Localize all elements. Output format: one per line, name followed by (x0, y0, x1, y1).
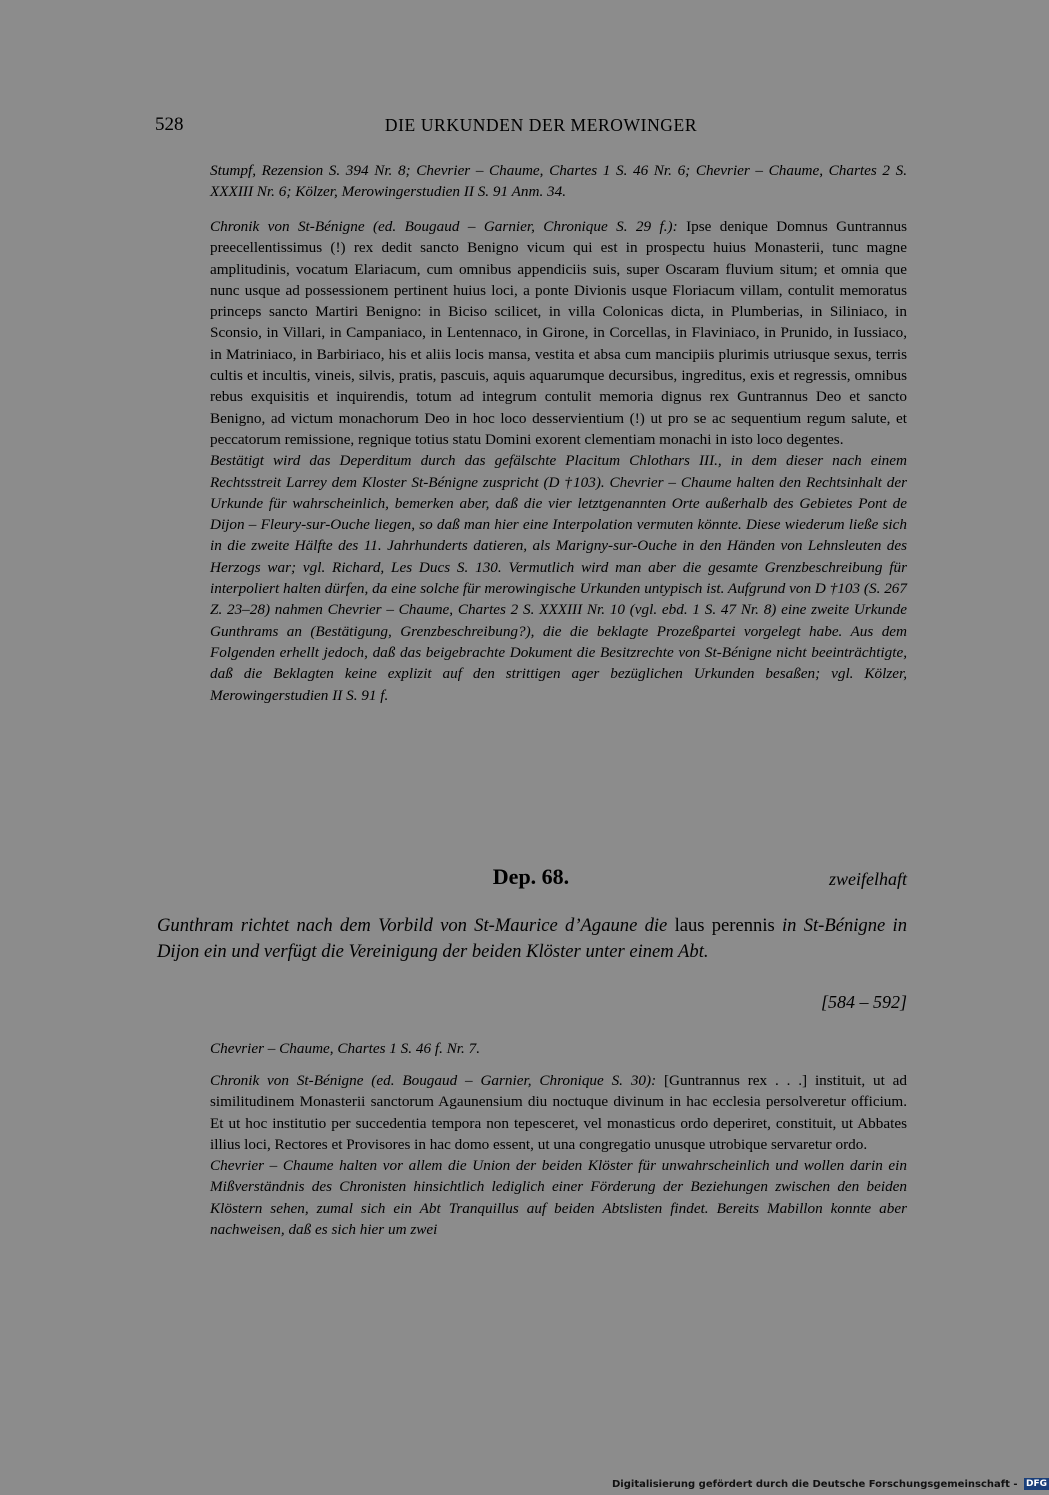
regest-part-1: Gunthram richtet nach dem Vorbild von St-Maurice d’Agaune die (157, 915, 668, 936)
page-header (155, 114, 907, 140)
regest-upright: laus perennis (674, 915, 775, 936)
references-text-2: Chevrier – Chaume, Chartes 1 S. 46 f. Nr. 7. (210, 1040, 480, 1057)
chronicle-block-2 (210, 1070, 907, 1240)
chronicle-quote-2: [Guntrannus rex . . .] instituit, ut ad similitudinem Monasterii sanctorum Agaunensium diu noctuque divinum in hac ecclesia persolveretur officium. Et ut hoc institutio per succedentia tempora non tepesceret, vel monasticus ordo deperiret, constituit, ut Abbates illius loci, Rectores et Provisores in hac domo essent, ut una congregatio unusque utrobique servaretur ordo. (210, 1072, 907, 1153)
date-range: [584 – 592] (820, 992, 907, 1012)
dfg-logo-icon: DFG (1026, 1479, 1048, 1489)
chronicle-source-2: Chronik von St-Bénigne (ed. Bougaud – Garnier, Chronique S. 30): (210, 1072, 657, 1089)
chronicle-paragraph-2 (210, 1070, 907, 1155)
chronicle-source: Chronik von St-Bénigne (ed. Bougaud – Garnier, Chronique S. 29 f.): (210, 218, 678, 235)
running-title: DIE URKUNDEN DER MEROWINGER (384, 115, 698, 135)
commentary-text-2: Chevrier – Chaume halten vor allem die Union der beiden Klöster für unwahrscheinlich und wollen darin ein Mißverständnis des Chronisten hinsichtlich lediglich einer Förderung der Beziehungen zwischen den beiden Klöstern sehen, zumal sich ein Abt Tranquillus auf beiden Abtslisten findet. Bereits Mabillon konnte aber nachweisen, daß es sich hier um zwei (210, 1157, 907, 1239)
references-block-1 (210, 160, 907, 203)
chronicle-paragraph (210, 216, 907, 450)
regest-part-2: in St-Bénigne in Dijon ein und verfügt die Vereinigung der beiden Klöster unter einem Abt. (157, 915, 907, 962)
dep-number: Dep. 68. (492, 864, 570, 889)
footer-text: Digitalisierung gefördert durch die Deutsche Forschungsgemeinschaft - (612, 1479, 1018, 1490)
references-block-2 (210, 1038, 907, 1059)
page-number: 528 (155, 114, 184, 135)
dep-heading (155, 862, 907, 896)
chronicle-block-1 (210, 216, 907, 706)
regest (157, 913, 907, 965)
references-text: Stumpf, Rezension S. 394 Nr. 8; Chevrier – Chaume, Chartes 1 S. 46 Nr. 6; Chevrier – Chaume, Chartes 2 S. XXXIII Nr. 6; Kölzer, Merowingerstudien II S. 91 Anm. 34. (210, 162, 907, 201)
chronicle-quote: Ipse denique Domnus Guntrannus preecellentissimus (!) rex dedit sancto Benigno vicum qui est in prospectu huius Monasterii, tunc magne amplitudinis, vocatum Elariacum, cum omnibus appendiciis suis, super Oscaram fluvium situm; et omnia que nunc usque ad possessionem pertinent huius loci, a ponte Divionis usque Floriacum villam, contulit memoratus princeps sancto Martiri Benigno: in Biciso scilicet, in villa Colonicas dicta, in Plumberias, in Siliniaco, in Sconsio, in Villari, in Campaniaco, in Lentennaco, in Girone, in Corcellas, in Flaviniaco, in Prunido, in Iussiaco, in Matriniaco, in Barbiriaco, his et aliis locis mansa, vestita et absa cum mancipiis plurimis utriusque sexus, terris cultis et incultis, vineis, silvis, pratis, pascuis, aquis aquarumque decursibus, ingreditus, exis et regressis, omnibus rebus exquisitis et inquirendis, totum ad integrum contulit memoria dignus rex Guntrannus Deo et sancto Benigno, ad victum monachorum Deo in hoc loco desservientium (!) ut pro se ac sequentium regum salute, et peccatorum remissione, regnique totius statu Domini exorent clementiam monachi in isto loco degentes. (210, 218, 908, 448)
footer-credit (612, 1478, 1049, 1492)
dep-status: zweifelhaft (829, 869, 907, 889)
commentary-text: Bestätigt wird das Deperditum durch das gefälschte Placitum Chlothars III., in dem dieser nach einem Rechtsstreit Larrey dem Kloster St-Bénigne zuspricht (D †103). Chevrier – Chaume halten den Rechtsinhalt der Urkunde für wahrscheinlich, bemerken aber, daß die vier letztgenannten Orte außerhalb des Gebietes Pont de Dijon – Fleury-sur-Ouche liegen, so daß man hier eine Interpolation vermuten könnte. Diese wiederum ließe sich in die zweite Hälfte des 11. Jahrhunderts datieren, als Marigny-sur-Ouche in den Händen von Lehnsleuten des Herzogs war; vgl. Richard, Les Ducs S. 130. Vermutlich wird man aber die gesamte Grenzbeschreibung für interpoliert halten dürfen, da eine solche für merowingische Urkunden untypisch ist. Aufgrund von D †103 (S. 267 Z. 23–28) nahmen Chevrier – Chaume, Chartes 2 S. XXXIII Nr. 10 (vgl. ebd. 1 S. 47 Nr. 8) eine zweite Urkunde Gunthrams an (Bestätigung, Grenzbeschreibung?), die die beklagte Prozeßpartei vorgelegt habe. Aus dem Folgenden erhellt jedoch, daß das beigebrachte Dokument die Besitzrechte von St-Bénigne nicht beeinträchtigte, daß die Beklagten keine explizit auf den strittigen ager bezüglichen Urkunden besaßen; vgl. Kölzer, Merowingerstudien II S. 91 f. (210, 452, 907, 704)
